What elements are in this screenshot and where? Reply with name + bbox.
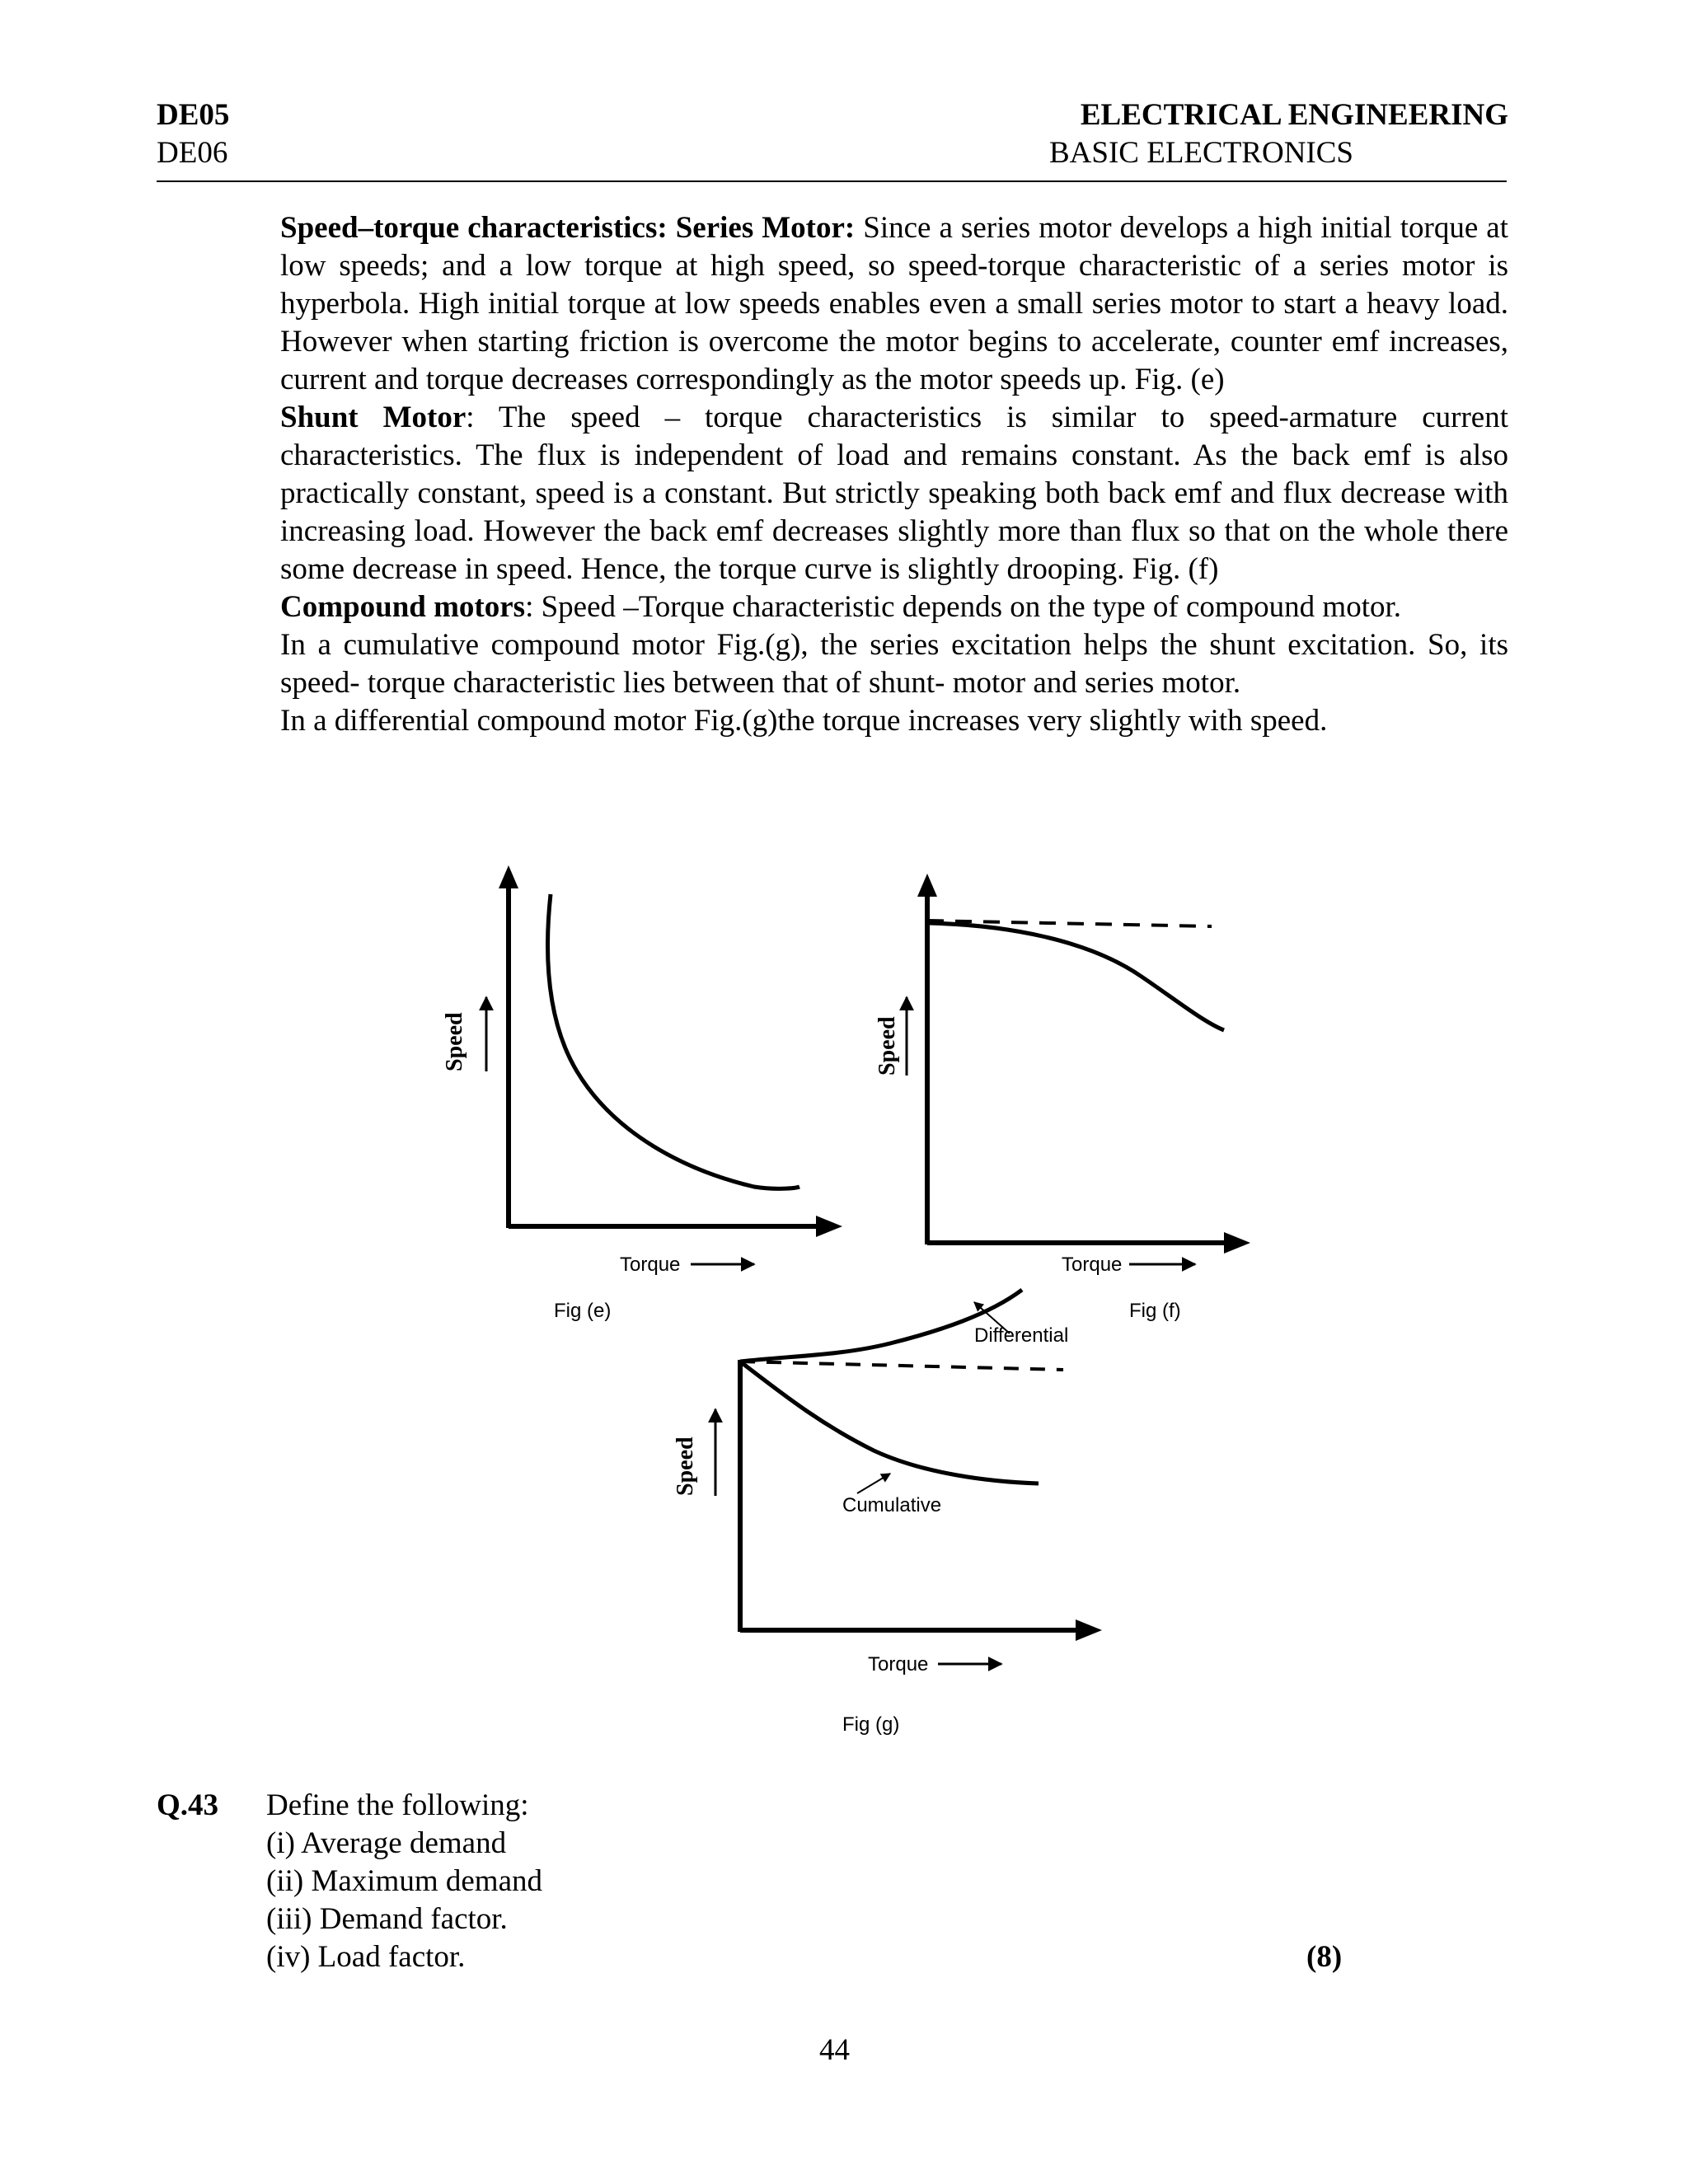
question-item-3: (iii) Demand factor. [266,1902,508,1936]
question-item-4: (iv) Load factor. [266,1940,466,1974]
fig-e-series-curve [548,894,799,1188]
question-item-1: (i) Average demand [266,1826,507,1860]
fig-g-x-arrowhead [1076,1619,1102,1641]
fig-g-differential-label: Differential [974,1324,1069,1347]
fig-e-caption: Fig (e) [554,1300,612,1322]
series-heading: Speed–torque characteristics: Series Motor: [280,211,856,245]
shunt-text: : The speed – torque characteristics is similar to speed-armature current characteristics. The flux is independent of load and remains constant. As the back emf is also practically constant, speed is a constant. But strictly speaking both back emf and flux decrease with increasing load. However the back emf decreases slightly more than flux so that on the whole there some decrease in speed. Hence, the torque curve is slightly drooping. Fig. (f) [280,401,1508,586]
compound-heading: Compound motors [280,590,526,624]
differential-paragraph: In a differential compound motor Fig.(g)the torque increases very slightly with speed. [280,704,1328,738]
page-number: 44 [819,2033,850,2067]
subject-title-1: ELECTRICAL ENGINEERING [1080,98,1508,132]
fig-e-ylabel: Speed [442,1012,467,1071]
cumulative-paragraph: In a cumulative compound motor Fig.(g), the series excitation helps the shunt excitation. So, its speed- torque characteristic lies between that of shunt- motor and series motor. [280,628,1508,700]
fig-f-caption: Fig (f) [1129,1300,1181,1322]
question-prompt: Define the following: [266,1788,529,1822]
question-marks: (8) [1306,1940,1343,1974]
fig-e-x-arrowhead [816,1216,842,1237]
fig-g-caption: Fig (g) [842,1713,900,1736]
fig-g-cumulative-pointer [857,1474,890,1493]
fig-f-shunt-curve [927,923,1224,1030]
figure-e [442,865,842,1322]
series-text: Since a series motor develops a high initial torque at low speeds; and a low torque at high speed, so speed-torque characteristic of a series motor is hyperbola. High initial torque at low speeds enables even a small series motor to start a heavy load. However when starting friction is overcome the motor begins to accelerate, counter emf increases, current and torque decreases correspondingly as the motor speeds up. Fig. (e) [280,211,1508,396]
fig-g-cumulative-curve [740,1361,1039,1483]
fig-g-cumulative-label: Cumulative [842,1494,942,1516]
fig-g-ylabel: Speed [673,1436,698,1496]
course-code-1: DE05 [157,98,230,132]
question-item-2: (ii) Maximum demand [266,1864,542,1898]
subject-title-2: BASIC ELECTRONICS [1049,136,1354,170]
figure-f [874,874,1250,1322]
shunt-heading: Shunt Motor [280,401,467,434]
compound-text: : Speed –Torque characteristic depends on the type of compound motor. [525,590,1401,624]
fig-f-xlabel: Torque [1062,1254,1123,1276]
question-number: Q.43 [157,1788,219,1822]
fig-e-y-arrowhead [499,865,518,888]
fig-f-y-arrowhead [917,874,937,897]
fig-f-x-arrowhead [1224,1232,1250,1254]
fig-g-shunt-reference-line [740,1361,1063,1370]
course-code-2: DE06 [157,136,228,170]
fig-e-xlabel: Torque [620,1254,681,1276]
fig-g-xlabel: Torque [868,1653,929,1675]
figure-g [673,1290,1102,1736]
fig-f-ylabel: Speed [874,1016,900,1076]
